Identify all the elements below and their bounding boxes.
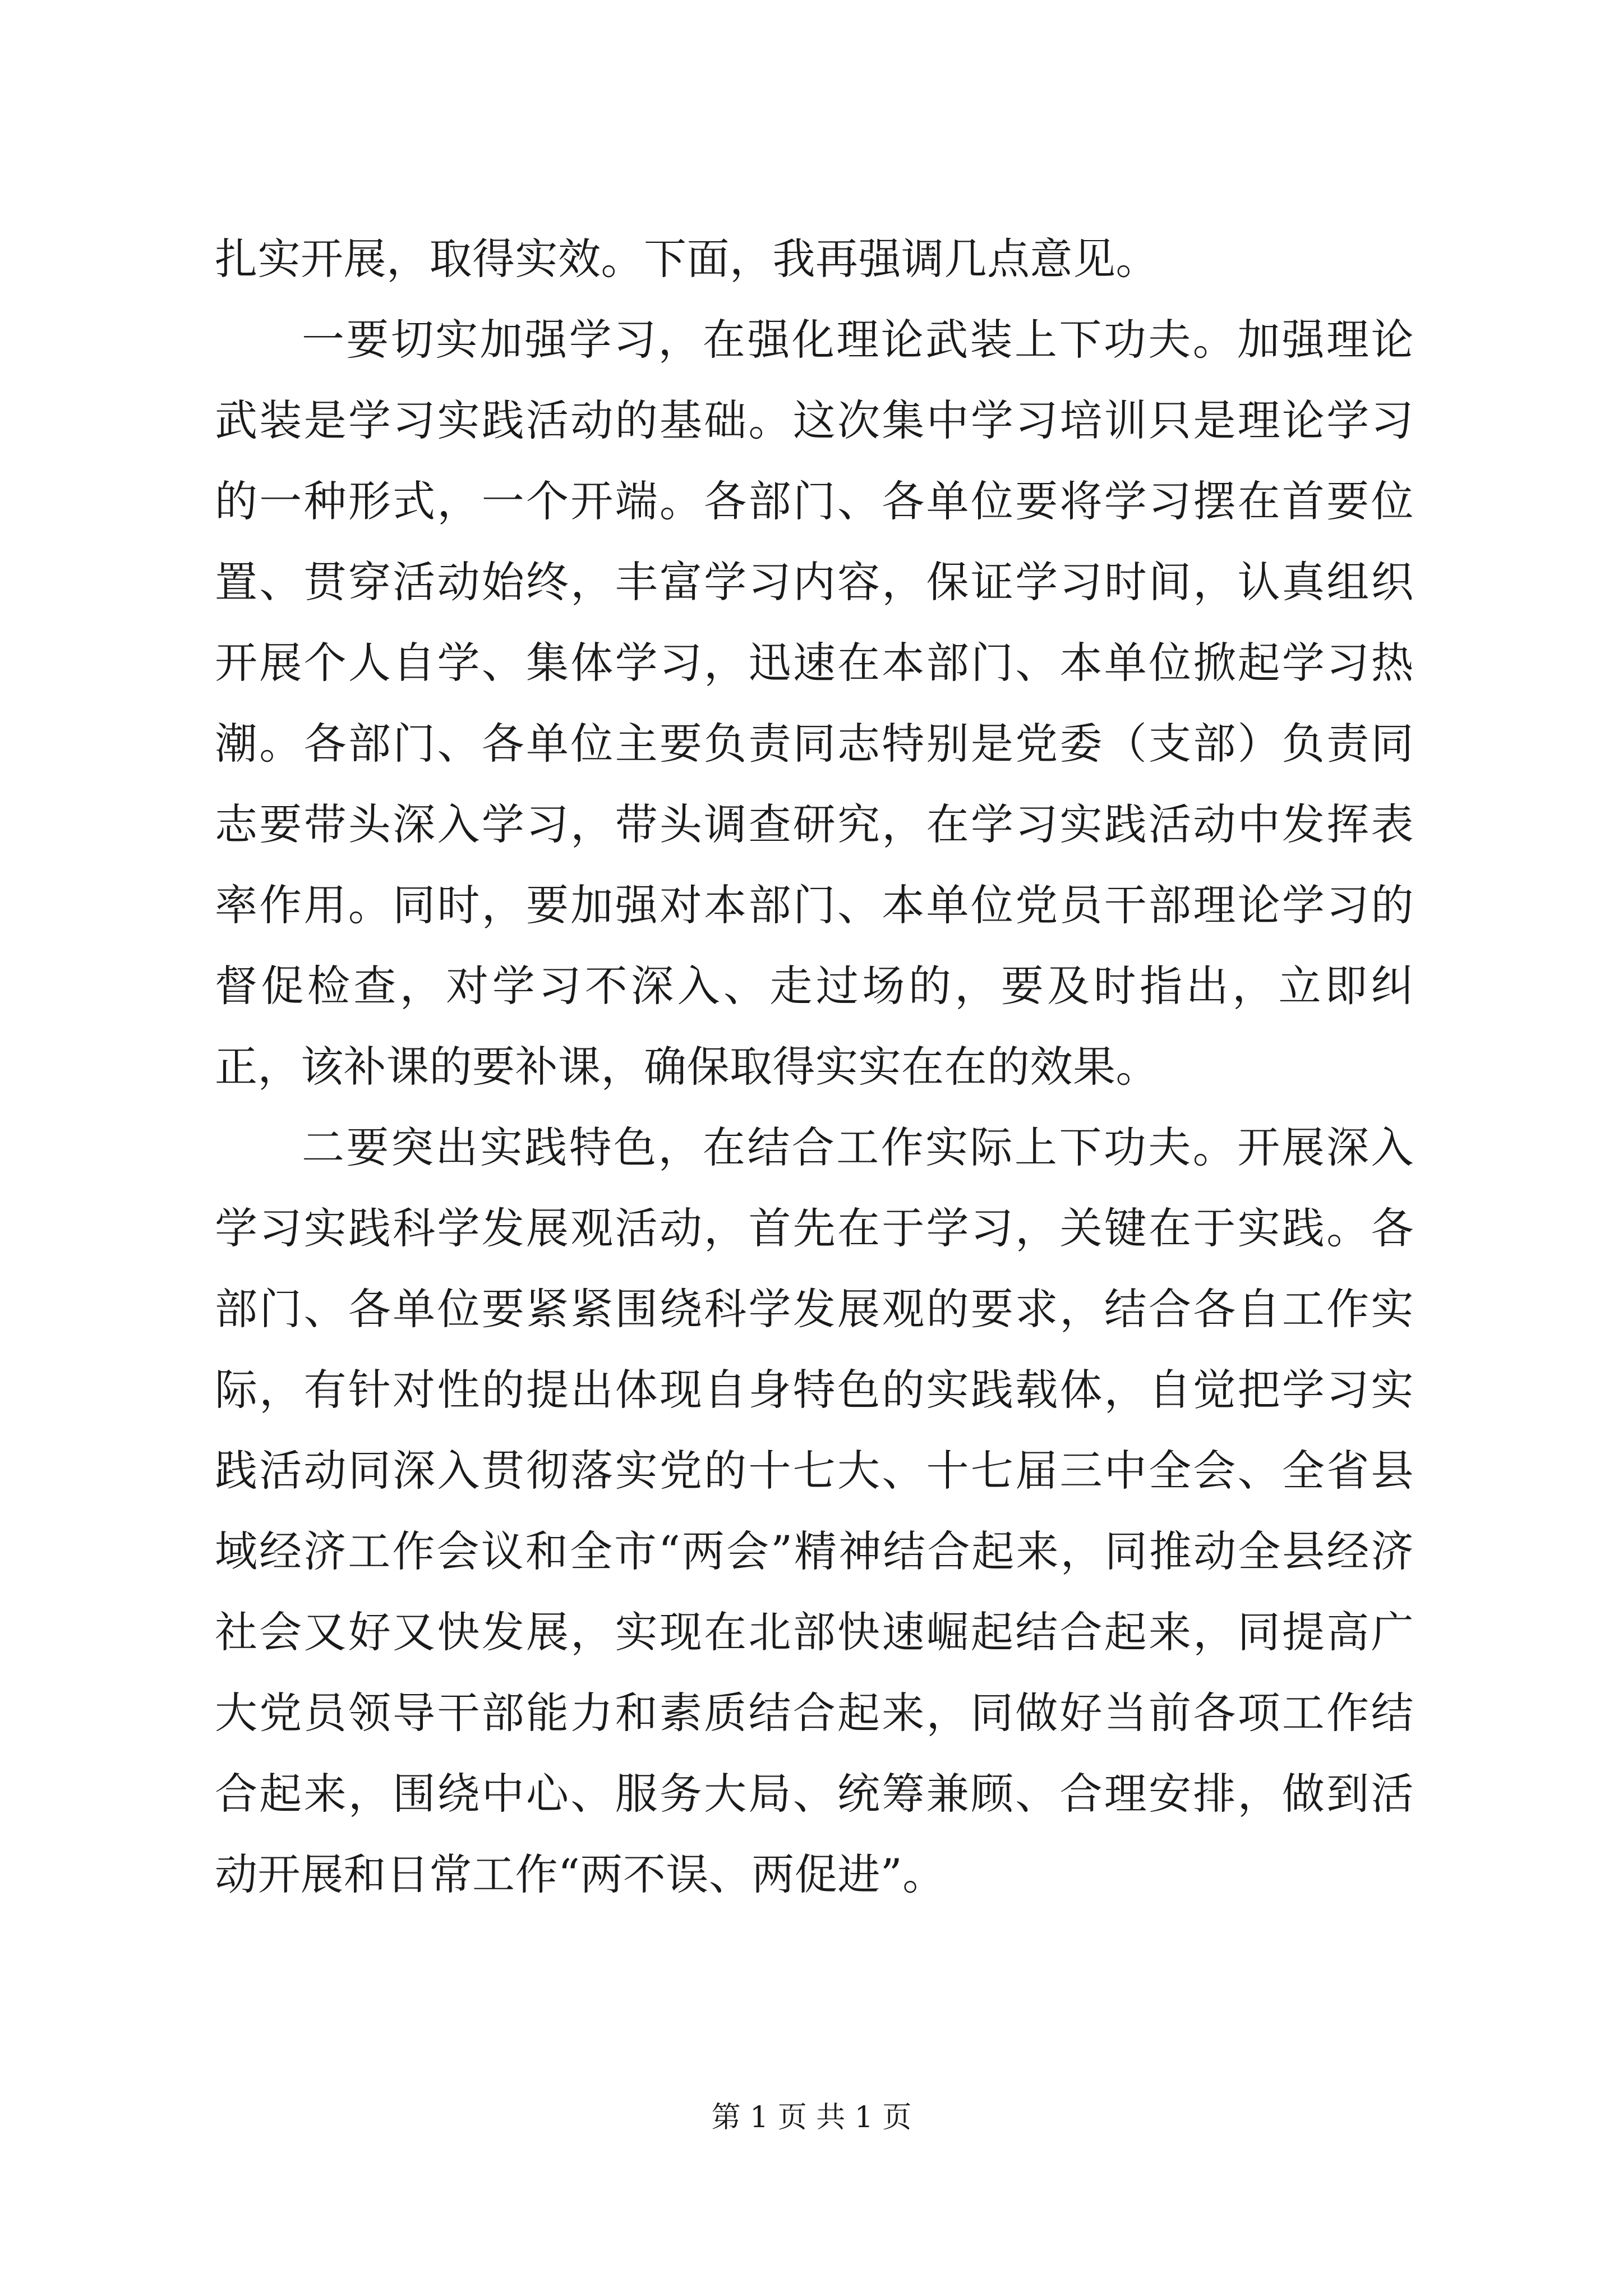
paragraph-continuation: 扎实开展，取得实效。下面，我再强调几点意见。 [215, 234, 1159, 284]
paragraph-strengthen-study: 一要切实加强学习，在强化理论武装上下功夫。加强理论武装是学习实践活动的基础。这次集中学习培训只是理论学习的一种形式，一个开端。各部门、各单位要将学习摆在首要位置、贯穿活动始终，丰富学习内容，保证学习时间，认真组织开展个人自学、集体学习，迅速在本部门、本单位掀起学习热潮。各部门、各单位主要负责同志特别是党委（支部）负责同志要带头深入学习，带头调查研究，在学习实践活动中发挥表率作用。同时，要加强对本部门、本单位党员干部理论学习的督促检查，对学习不深入、走过场的，要及时指出，立即纠正，该补课的要补课，确保取得实实在在的效果。 [215, 315, 1414, 1092]
page-number-label: 第 1 页 共 1 页 [711, 2101, 912, 2134]
paragraph-practice-features: 二要突出实践特色，在结合工作实际上下功夫。开展深入学习实践科学发展观活动，首先在于学习，关键在于实践。各部门、各单位要紧紧围绕科学发展观的要求，结合各自工作实际，有针对性的提出体现自身特色的实践载体，自觉把学习实践活动同深入贯彻落实党的十七大、十七届三中全会、全省县域经济工作会议和全市“两会”精神结合起来，同推动全县经济社会又好又快发展，实现在北部快速崛起结合起来，同提高广大党员领导干部能力和素质结合起来，同做好当前各项工作结合起来，围绕中心、服务大局、统筹兼顾、合理安排，做到活动开展和日常工作“两不误、两促进”。 [215, 1122, 1414, 1899]
document-body [215, 219, 1414, 1915]
page-footer [0, 2098, 1623, 2137]
